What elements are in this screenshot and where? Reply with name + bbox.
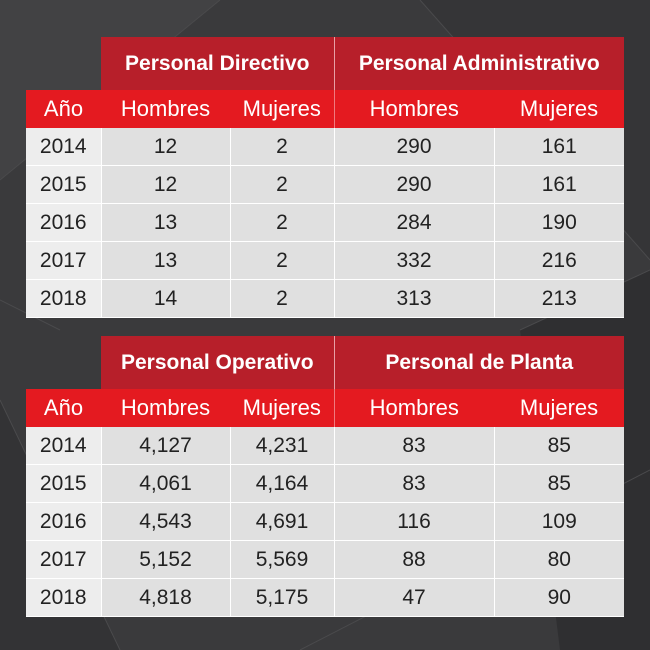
cell-value: 2 bbox=[230, 166, 334, 204]
cell-year: 2015 bbox=[26, 166, 101, 204]
cell-year: 2014 bbox=[26, 427, 101, 465]
cell-value: 83 bbox=[334, 465, 494, 503]
cell-value: 290 bbox=[334, 166, 494, 204]
cell-value: 216 bbox=[494, 242, 624, 280]
column-header-row bbox=[26, 389, 624, 427]
cell-value: 13 bbox=[101, 204, 230, 242]
cell-value: 4,061 bbox=[101, 465, 230, 503]
group-header-spacer bbox=[26, 336, 101, 389]
cell-value: 4,231 bbox=[230, 427, 334, 465]
cell-value: 290 bbox=[334, 128, 494, 166]
column-header-row bbox=[26, 90, 624, 128]
cell-value: 90 bbox=[494, 579, 624, 617]
cell-year: 2014 bbox=[26, 128, 101, 166]
table-row bbox=[26, 503, 624, 541]
column-header-hombres: Hombres bbox=[101, 389, 230, 427]
cell-value: 12 bbox=[101, 128, 230, 166]
table-row bbox=[26, 579, 624, 617]
cell-value: 190 bbox=[494, 204, 624, 242]
table-row bbox=[26, 242, 624, 280]
cell-value: 313 bbox=[334, 280, 494, 318]
cell-value: 4,543 bbox=[101, 503, 230, 541]
cell-value: 47 bbox=[334, 579, 494, 617]
table-row bbox=[26, 204, 624, 242]
cell-value: 5,569 bbox=[230, 541, 334, 579]
group-header-personal-directivo: Personal Directivo bbox=[101, 37, 334, 90]
cell-year: 2018 bbox=[26, 280, 101, 318]
cell-value: 161 bbox=[494, 128, 624, 166]
cell-value: 12 bbox=[101, 166, 230, 204]
cell-value: 2 bbox=[230, 242, 334, 280]
cell-value: 4,127 bbox=[101, 427, 230, 465]
cell-value: 85 bbox=[494, 465, 624, 503]
group-header-personal-operativo: Personal Operativo bbox=[101, 336, 334, 389]
cell-value: 2 bbox=[230, 204, 334, 242]
cell-value: 14 bbox=[101, 280, 230, 318]
cell-value: 4,164 bbox=[230, 465, 334, 503]
cell-year: 2015 bbox=[26, 465, 101, 503]
cell-value: 80 bbox=[494, 541, 624, 579]
cell-value: 4,691 bbox=[230, 503, 334, 541]
cell-value: 213 bbox=[494, 280, 624, 318]
cell-year: 2016 bbox=[26, 503, 101, 541]
column-header-mujeres: Mujeres bbox=[494, 90, 624, 128]
cell-value: 13 bbox=[101, 242, 230, 280]
cell-value: 83 bbox=[334, 427, 494, 465]
cell-value: 85 bbox=[494, 427, 624, 465]
table-row bbox=[26, 427, 624, 465]
table-operativo-planta bbox=[26, 336, 624, 617]
cell-value: 284 bbox=[334, 204, 494, 242]
cell-value: 4,818 bbox=[101, 579, 230, 617]
cell-year: 2017 bbox=[26, 541, 101, 579]
group-header-spacer bbox=[26, 37, 101, 90]
cell-year: 2017 bbox=[26, 242, 101, 280]
cell-value: 88 bbox=[334, 541, 494, 579]
cell-year: 2016 bbox=[26, 204, 101, 242]
column-header-year: Año bbox=[26, 389, 101, 427]
cell-value: 109 bbox=[494, 503, 624, 541]
table-row bbox=[26, 280, 624, 318]
table-row bbox=[26, 166, 624, 204]
cell-value: 2 bbox=[230, 280, 334, 318]
cell-value: 2 bbox=[230, 128, 334, 166]
table-row bbox=[26, 541, 624, 579]
cell-value: 5,152 bbox=[101, 541, 230, 579]
column-header-hombres: Hombres bbox=[334, 90, 494, 128]
cell-value: 161 bbox=[494, 166, 624, 204]
table-row bbox=[26, 465, 624, 503]
cell-year: 2018 bbox=[26, 579, 101, 617]
table-directivo-administrativo bbox=[26, 37, 624, 318]
group-header-row bbox=[26, 37, 624, 90]
cell-value: 116 bbox=[334, 503, 494, 541]
cell-value: 332 bbox=[334, 242, 494, 280]
column-header-year: Año bbox=[26, 90, 101, 128]
group-header-personal-administrativo: Personal Administrativo bbox=[334, 37, 624, 90]
group-header-row bbox=[26, 336, 624, 389]
column-header-mujeres: Mujeres bbox=[230, 389, 334, 427]
column-header-mujeres: Mujeres bbox=[494, 389, 624, 427]
table-row bbox=[26, 128, 624, 166]
column-header-hombres: Hombres bbox=[101, 90, 230, 128]
column-header-mujeres: Mujeres bbox=[230, 90, 334, 128]
column-header-hombres: Hombres bbox=[334, 389, 494, 427]
group-header-personal-de-planta: Personal de Planta bbox=[334, 336, 624, 389]
cell-value: 5,175 bbox=[230, 579, 334, 617]
